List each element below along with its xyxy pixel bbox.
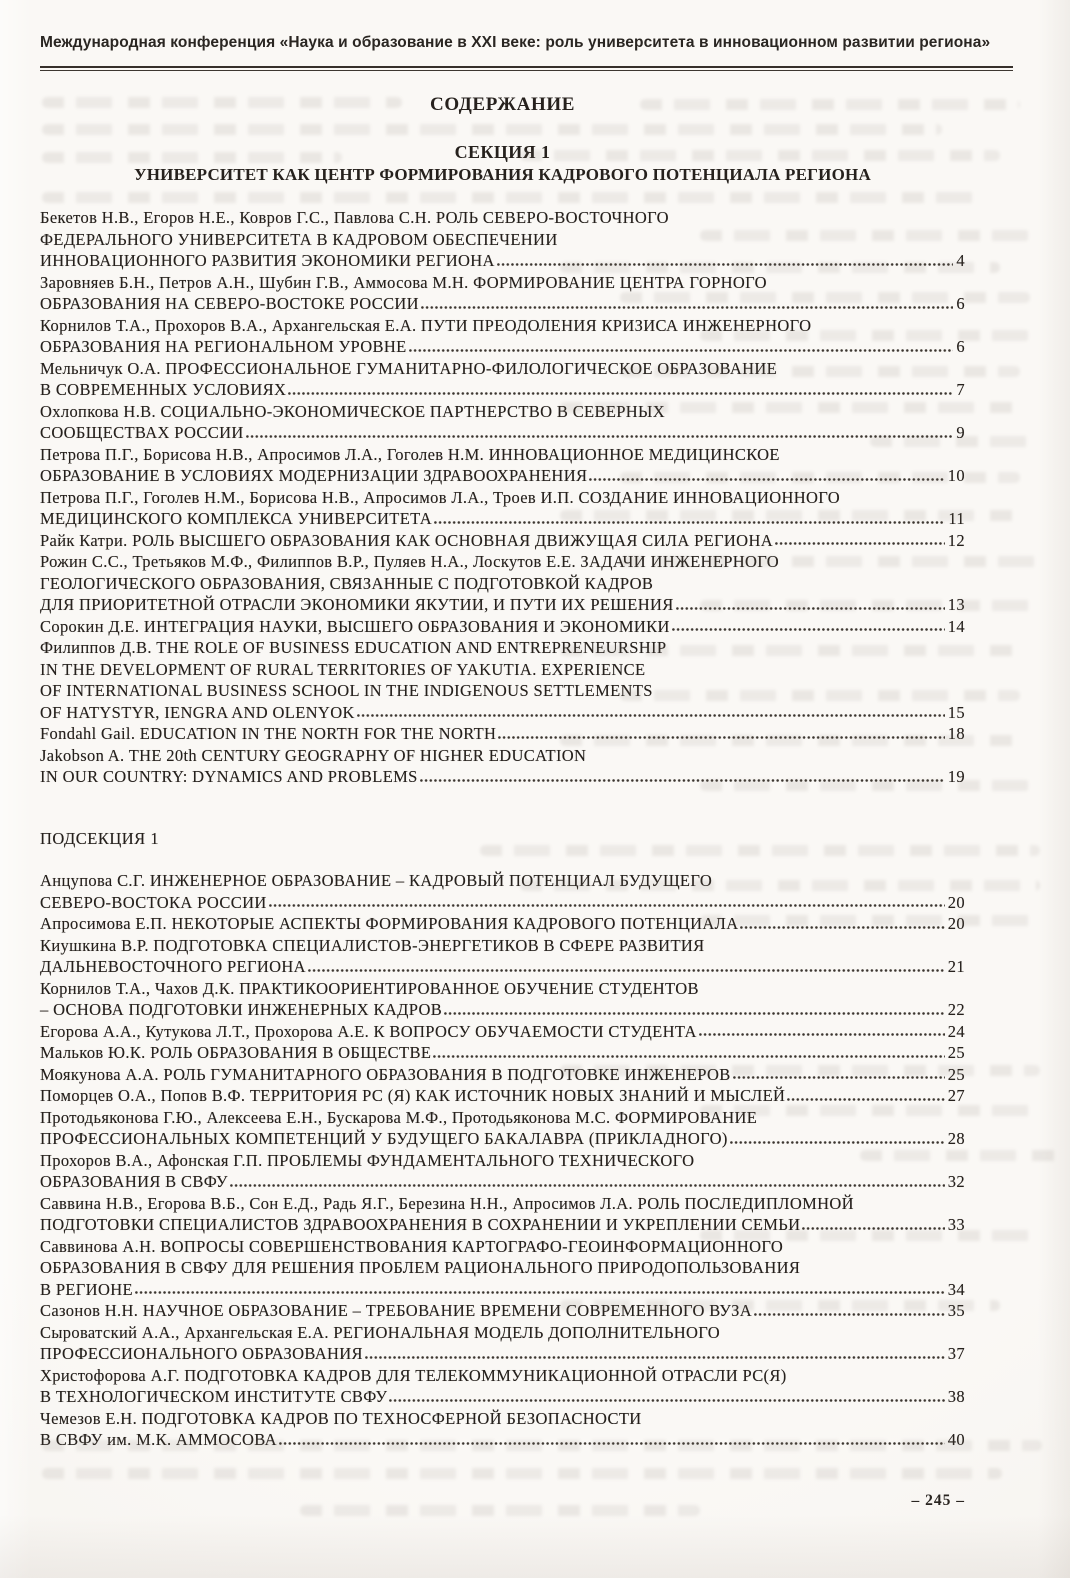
- entry-page-number: 4: [956, 251, 965, 270]
- entry-text: В СОВРЕМЕННЫХ УСЛОВИЯХ: [40, 380, 287, 399]
- dotted-leader: [279, 1429, 945, 1451]
- entry-text: Саввинова А.Н. ВОПРОСЫ СОВЕРШЕНСТВОВАНИЯ КАРТОГРАФО-ГЕОИНФОРМАЦИОННОГО: [40, 1236, 784, 1256]
- header-rule: [40, 66, 1013, 71]
- dotted-leader: [787, 1085, 945, 1107]
- toc-entry-line: [40, 1300, 965, 1322]
- entry-text: СЕВЕРО-ВОСТОКА РОССИИ: [40, 892, 267, 912]
- entry-text: Рожин С.С., Третьяков М.Ф., Филиппов В.Р., Пуляев Н.А., Лоскутов Е.Е. ЗАДАЧИ ИНЖЕНЕРНОГО: [40, 552, 780, 571]
- toc-entry-line: [40, 1150, 965, 1172]
- toc-entry-line: [40, 892, 965, 914]
- toc-entry-line: [40, 1128, 965, 1150]
- toc-entry-line: [40, 1107, 965, 1129]
- entry-text: Бекетов Н.В., Егоров Н.Е., Ковров Г.С., Павлова С.Н. РОЛЬ СЕВЕРО-ВОСТОЧНОГО: [40, 208, 669, 227]
- toc-entry: [40, 935, 965, 978]
- toc-entry-line: [40, 1386, 965, 1408]
- entry-text: OF HATYSTYR, IENGRA AND OLENYOK: [40, 702, 355, 722]
- dotted-leader: [420, 766, 945, 788]
- entry-page-number: 25: [947, 1064, 965, 1084]
- entry-text: ГЕОЛОГИЧЕСКОГО ОБРАЗОВАНИЯ, СВЯЗАННЫЕ С ПОДГОТОВКОЙ КАДРОВ: [40, 573, 654, 593]
- entry-text: Прохоров В.А., Афонская Г.П. ПРОБЛЕМЫ ФУНДАМЕНТАЛЬНОГО ТЕХНИЧЕСКОГО: [40, 1150, 695, 1170]
- entry-text: МЕДИЦИНСКОГО КОМПЛЕКСА УНИВЕРСИТЕТА: [40, 509, 433, 528]
- entry-page-number: 13: [947, 595, 965, 614]
- dotted-leader: [135, 1279, 945, 1301]
- entry-text: В РЕГИОНЕ: [40, 1279, 133, 1299]
- toc-entry: [40, 487, 965, 530]
- bleed-through-artifact: [300, 1505, 700, 1516]
- page-number: – 245 –: [911, 1492, 965, 1509]
- entry-page-number: 20: [947, 892, 965, 912]
- toc-entry-line: [40, 229, 965, 251]
- entry-text: Сорокин Д.Е. ИНТЕГРАЦИЯ НАУКИ, ВЫСШЕГО ОБРАЗОВАНИЯ И ЭКОНОМИКИ: [40, 616, 670, 636]
- dotted-leader: [433, 1042, 945, 1064]
- dotted-leader: [365, 1343, 945, 1365]
- entry-page-number: 10: [947, 466, 965, 485]
- toc-entry: [40, 530, 965, 552]
- entry-page-number: 14: [947, 616, 965, 636]
- entry-page-number: 37: [947, 1344, 965, 1363]
- toc-entry: [40, 315, 965, 358]
- dotted-leader: [308, 956, 945, 978]
- entry-page-number: 25: [947, 1043, 965, 1062]
- entry-page-number: 35: [947, 1301, 965, 1320]
- entry-text: Петрова П.Г., Борисова Н.В., Апросимов Л.А., Гоголев Н.М. ИННОВАЦИОННОЕ МЕДИЦИНСКОЕ: [40, 444, 780, 464]
- entry-text: Корнилов Т.А., Прохоров В.А., Архангельская Е.А. ПУТИ ПРЕОДОЛЕНИЯ КРИЗИСА ИНЖЕНЕРНОГО: [40, 315, 812, 335]
- dotted-leader: [498, 723, 945, 745]
- entry-text: Охлопкова Н.В. СОЦИАЛЬНО-ЭКОНОМИЧЕСКОЕ ПАРТНЕРСТВО В СЕВЕРНЫХ: [40, 401, 666, 421]
- toc-entry: [40, 1365, 965, 1408]
- toc-list-subsection1: [40, 870, 965, 1451]
- entry-page-number: 32: [947, 1172, 965, 1191]
- entry-text: ПРОФЕССИОНАЛЬНЫХ КОМПЕТЕНЦИЙ У БУДУЩЕГО БАКАЛАВРА (ПРИКЛАДНОГО): [40, 1129, 728, 1148]
- toc-entry: [40, 1085, 965, 1107]
- section-title: УНИВЕРСИТЕТ КАК ЦЕНТР ФОРМИРОВАНИЯ КАДРОВОГО ПОТЕНЦИАЛА РЕГИОНА: [134, 165, 871, 184]
- toc-entry-line: [40, 1322, 965, 1344]
- toc-entry-line: [40, 293, 965, 315]
- entry-text: Сазонов Н.Н. НАУЧНОЕ ОБРАЗОВАНИЕ – ТРЕБОВАНИЕ ВРЕМЕНИ СОВРЕМЕННОГО ВУЗА: [40, 1301, 752, 1320]
- toc-entry-line: [40, 1408, 965, 1430]
- entry-text: Fondahl Gail. EDUCATION IN THE NORTH FOR THE NORTH: [40, 724, 497, 743]
- toc-entry-line: [40, 935, 965, 957]
- running-header: Международная конференция «Наука и образование в XXI веке: роль университета в инновационном развитии региона»: [40, 34, 991, 51]
- toc-entry-line: [40, 978, 965, 1000]
- dotted-leader: [230, 1171, 945, 1193]
- dotted-leader: [740, 913, 944, 935]
- dotted-leader: [444, 999, 945, 1021]
- entry-page-number: 34: [947, 1279, 965, 1299]
- toc-entry-line: [40, 766, 965, 788]
- entry-text: Сыроватский А.А., Архангельская Е.А. РЕГИОНАЛЬНАЯ МОДЕЛЬ ДОПОЛНИТЕЛЬНОГО: [40, 1322, 721, 1342]
- entry-page-number: 6: [956, 337, 965, 356]
- dotted-leader: [754, 1300, 945, 1322]
- toc-content: [40, 94, 965, 1451]
- dotted-leader: [497, 250, 954, 272]
- toc-entry-line: [40, 1064, 965, 1086]
- entry-page-number: 27: [947, 1086, 965, 1105]
- toc-entry-line: [40, 745, 965, 767]
- entry-text: Заровняев Б.Н., Петров А.Н., Шубин Г.В., Аммосова М.Н. ФОРМИРОВАНИЕ ЦЕНТРА ГОРНОГО: [40, 272, 767, 292]
- toc-entry: [40, 1236, 965, 1301]
- toc-entry: [40, 358, 965, 401]
- entry-text: Саввина Н.В., Егорова В.Б., Сон Е.Д., Радь Я.Г., Березина Н.Н., Апросимов Л.А. РОЛЬ ПОСЛЕДИПЛОМНОЙ: [40, 1193, 854, 1213]
- entry-page-number: 21: [947, 957, 965, 976]
- entry-text: ДАЛЬНЕВОСТОЧНОГО РЕГИОНА: [40, 957, 306, 976]
- toc-entry-line: [40, 487, 965, 509]
- toc-entry: [40, 1322, 965, 1365]
- toc-entry: [40, 1042, 965, 1064]
- entry-text: ИННОВАЦИОННОГО РАЗВИТИЯ ЭКОНОМИКИ РЕГИОНА: [40, 251, 495, 270]
- entry-text: – ОСНОВА ПОДГОТОВКИ ИНЖЕНЕРНЫХ КАДРОВ: [40, 1000, 443, 1019]
- toc-entry: [40, 1193, 965, 1236]
- entry-page-number: 20: [947, 914, 965, 933]
- entry-text: Петрова П.Г., Гоголев Н.М., Борисова Н.В., Апросимов Л.А., Троев И.П. СОЗДАНИЕ ИННОВАЦИОННОГО: [40, 487, 841, 507]
- entry-page-number: 24: [947, 1021, 965, 1041]
- entry-page-number: 11: [948, 509, 965, 528]
- toc-entry-line: [40, 551, 965, 573]
- dotted-leader: [676, 594, 945, 616]
- toc-title: СОДЕРЖАНИЕ: [430, 94, 575, 115]
- entry-text: ПОДГОТОВКИ СПЕЦИАЛИСТОВ ЗДРАВООХРАНЕНИЯ В СОХРАНЕНИИ И УКРЕПЛЕНИИ СЕМЬИ: [40, 1215, 801, 1234]
- toc-entry-line: [40, 444, 965, 466]
- toc-entry-line: [40, 272, 965, 294]
- toc-entry: [40, 1064, 965, 1086]
- toc-entry: [40, 723, 965, 745]
- entry-page-number: 22: [947, 1000, 965, 1019]
- dotted-leader: [269, 892, 945, 914]
- entry-text: OF INTERNATIONAL BUSINESS SCHOOL IN THE INDIGENOUS SETTLEMENTS: [40, 681, 653, 700]
- entry-text: IN THE DEVELOPMENT OF RURAL TERRITORIES OF YAKUTIA. EXPERIENCE: [40, 659, 646, 679]
- toc-entry-line: [40, 637, 965, 659]
- entry-page-number: 15: [947, 702, 965, 722]
- toc-entry-line: [40, 508, 965, 530]
- toc-entry-line: [40, 358, 965, 380]
- dotted-leader: [672, 616, 945, 638]
- entry-text: Протодьяконова Г.Ю., Алексеева Е.Н., Бускарова М.Ф., Протодьяконова М.С. ФОРМИРОВАНИЕ: [40, 1107, 758, 1127]
- entry-text: ФЕДЕРАЛЬНОГО УНИВЕРСИТЕТА В КАДРОВОМ ОБЕСПЕЧЕНИИ: [40, 229, 558, 249]
- toc-entry-line: [40, 659, 965, 681]
- entry-text: В ТЕХНОЛОГИЧЕСКОМ ИНСТИТУТЕ СВФУ: [40, 1387, 388, 1406]
- toc-entry: [40, 616, 965, 638]
- entry-page-number: 7: [956, 380, 965, 399]
- toc-entry-line: [40, 680, 965, 702]
- entry-text: ОБРАЗОВАНИЯ НА РЕГИОНАЛЬНОМ УРОВНЕ: [40, 337, 407, 356]
- entry-page-number: 38: [947, 1387, 965, 1406]
- entry-text: Поморцев О.А., Попов В.Ф. ТЕРРИТОРИЯ РС (Я) КАК ИСТОЧНИК НОВЫХ ЗНАНИЙ И МЫСЛЕЙ: [40, 1086, 786, 1105]
- toc-entry: [40, 1408, 965, 1451]
- toc-entry: [40, 1300, 965, 1322]
- toc-entry-line: [40, 723, 965, 745]
- entry-page-number: 19: [947, 767, 965, 786]
- dotted-leader: [699, 1021, 945, 1043]
- toc-entry: [40, 551, 965, 616]
- toc-entry-line: [40, 401, 965, 423]
- toc-entry-line: [40, 422, 965, 444]
- toc-entry-line: [40, 1021, 965, 1043]
- toc-entry-line: [40, 870, 965, 892]
- toc-entry-line: [40, 1343, 965, 1365]
- entry-text: ОБРАЗОВАНИЯ В СВФУ: [40, 1172, 228, 1191]
- entry-text: Мальков Ю.К. РОЛЬ ОБРАЗОВАНИЯ В ОБЩЕСТВЕ: [40, 1043, 432, 1062]
- toc-entry-line: [40, 1085, 965, 1107]
- toc-entry-line: [40, 1365, 965, 1387]
- entry-text: В СВФУ им. М.К. АММОСОВА: [40, 1430, 277, 1449]
- dotted-leader: [589, 465, 944, 487]
- toc-entry: [40, 1150, 965, 1193]
- entry-text: ОБРАЗОВАНИЕ В УСЛОВИЯХ МОДЕРНИЗАЦИИ ЗДРАВООХРАНЕНИЯ: [40, 466, 588, 485]
- dotted-leader: [775, 530, 945, 552]
- entry-page-number: 12: [947, 530, 965, 550]
- entry-text: ПРОФЕССИОНАЛЬНОГО ОБРАЗОВАНИЯ: [40, 1344, 363, 1363]
- entry-page-number: 33: [947, 1215, 965, 1234]
- toc-entry: [40, 1107, 965, 1150]
- bleed-through-artifact: [42, 1468, 1002, 1479]
- toc-entry-line: [40, 594, 965, 616]
- entry-text: Христофорова А.Г. ПОДГОТОВКА КАДРОВ ДЛЯ ТЕЛЕКОММУНИКАЦИОННОЙ ОТРАСЛИ РС(Я): [40, 1365, 787, 1385]
- entry-text: Егорова А.А., Кутукова Л.Т., Прохорова А.Е. К ВОПРОСУ ОБУЧАЕМОСТИ СТУДЕНТА: [40, 1021, 697, 1041]
- toc-entry-line: [40, 1171, 965, 1193]
- dotted-leader: [246, 422, 954, 444]
- entry-text: Jakobson A. THE 20th CENTURY GEOGRAPHY OF HIGHER EDUCATION: [40, 745, 587, 765]
- toc-entry-line: [40, 250, 965, 272]
- subsection-label: ПОДСЕКЦИЯ 1: [40, 828, 160, 848]
- entry-text: СООБЩЕСТВАХ РОССИИ: [40, 423, 244, 442]
- entry-text: Корнилов Т.А., Чахов Д.К. ПРАКТИКООРИЕНТИРОВАННОЕ ОБУЧЕНИЕ СТУДЕНТОВ: [40, 978, 699, 998]
- toc-entry-line: [40, 702, 965, 724]
- toc-entry-line: [40, 530, 965, 552]
- toc-entry-line: [40, 315, 965, 337]
- toc-entry-line: [40, 1193, 965, 1215]
- toc-entry: [40, 1021, 965, 1043]
- entry-text: ОБРАЗОВАНИЯ В СВФУ ДЛЯ РЕШЕНИЯ ПРОБЛЕМ РАЦИОНАЛЬНОГО ПРИРОДОПОЛЬЗОВАНИЯ: [40, 1258, 801, 1277]
- dotted-leader: [409, 336, 954, 358]
- toc-entry: [40, 913, 965, 935]
- toc-list-section1: [40, 207, 965, 788]
- toc-entry: [40, 978, 965, 1021]
- toc-entry: [40, 272, 965, 315]
- dotted-leader: [802, 1214, 944, 1236]
- entry-text: Моякунова А.А. РОЛЬ ГУМАНИТАРНОГО ОБРАЗОВАНИЯ В ПОДГОТОВКЕ ИНЖЕНЕРОВ: [40, 1064, 731, 1084]
- dotted-leader: [357, 702, 945, 724]
- toc-entry: [40, 745, 965, 788]
- toc-entry-line: [40, 1257, 965, 1279]
- entry-text: Райк Катри. РОЛЬ ВЫСШЕГО ОБРАЗОВАНИЯ КАК ОСНОВНАЯ ДВИЖУЩАЯ СИЛА РЕГИОНА: [40, 530, 773, 550]
- toc-entry-line: [40, 1236, 965, 1258]
- entry-text: ОБРАЗОВАНИЯ НА СЕВЕРО-ВОСТОКЕ РОССИИ: [40, 294, 419, 313]
- toc-entry-line: [40, 956, 965, 978]
- section-label: СЕКЦИЯ 1: [454, 142, 551, 162]
- entry-page-number: 28: [947, 1129, 965, 1148]
- toc-entry-line: [40, 913, 965, 935]
- entry-page-number: 9: [956, 423, 965, 442]
- toc-entry: [40, 870, 965, 913]
- toc-entry-line: [40, 1042, 965, 1064]
- toc-entry: [40, 637, 965, 723]
- toc-entry-line: [40, 207, 965, 229]
- toc-entry-line: [40, 573, 965, 595]
- dotted-leader: [421, 293, 953, 315]
- entry-text: IN OUR COUNTRY: DYNAMICS AND PROBLEMS: [40, 767, 418, 786]
- toc-entry: [40, 207, 965, 272]
- toc-entry-line: [40, 999, 965, 1021]
- toc-entry: [40, 401, 965, 444]
- entry-text: Киушкина В.Р. ПОДГОТОВКА СПЕЦИАЛИСТОВ-ЭНЕРГЕТИКОВ В СФЕРЕ РАЗВИТИЯ: [40, 935, 705, 955]
- entry-page-number: 6: [956, 294, 965, 313]
- toc-entry-line: [40, 616, 965, 638]
- entry-text: Мельничук О.А. ПРОФЕССИОНАЛЬНОЕ ГУМАНИТАРНО-ФИЛОЛОГИЧЕСКОЕ ОБРАЗОВАНИЕ: [40, 358, 778, 378]
- dotted-leader: [730, 1128, 945, 1150]
- entry-text: Филиппов Д.В. THE ROLE OF BUSINESS EDUCATION AND ENTREPRENEURSHIP: [40, 638, 667, 657]
- entry-text: ДЛЯ ПРИОРИТЕТНОЙ ОТРАСЛИ ЭКОНОМИКИ ЯКУТИИ, И ПУТИ ИХ РЕШЕНИЯ: [40, 595, 674, 614]
- dotted-leader: [434, 508, 945, 530]
- toc-entry: [40, 444, 965, 487]
- entry-text: Анцупова С.Г. ИНЖЕНЕРНОЕ ОБРАЗОВАНИЕ – КАДРОВЫЙ ПОТЕНЦИАЛ БУДУЩЕГО: [40, 871, 713, 890]
- entry-text: Апросимова Е.П. НЕКОТОРЫЕ АСПЕКТЫ ФОРМИРОВАНИЯ КАДРОВОГО ПОТЕНЦИАЛА: [40, 914, 739, 933]
- toc-entry-line: [40, 1214, 965, 1236]
- toc-entry-line: [40, 1429, 965, 1451]
- entry-page-number: 40: [947, 1430, 965, 1449]
- toc-entry-line: [40, 379, 965, 401]
- entry-text: Чемезов Е.Н. ПОДГОТОВКА КАДРОВ ПО ТЕХНОСФЕРНОЙ БЕЗОПАСНОСТИ: [40, 1408, 642, 1428]
- toc-entry-line: [40, 336, 965, 358]
- dotted-leader: [389, 1386, 944, 1408]
- dotted-leader: [733, 1064, 945, 1086]
- entry-page-number: 18: [947, 724, 965, 743]
- toc-entry-line: [40, 1279, 965, 1301]
- dotted-leader: [288, 379, 953, 401]
- toc-entry-line: [40, 465, 965, 487]
